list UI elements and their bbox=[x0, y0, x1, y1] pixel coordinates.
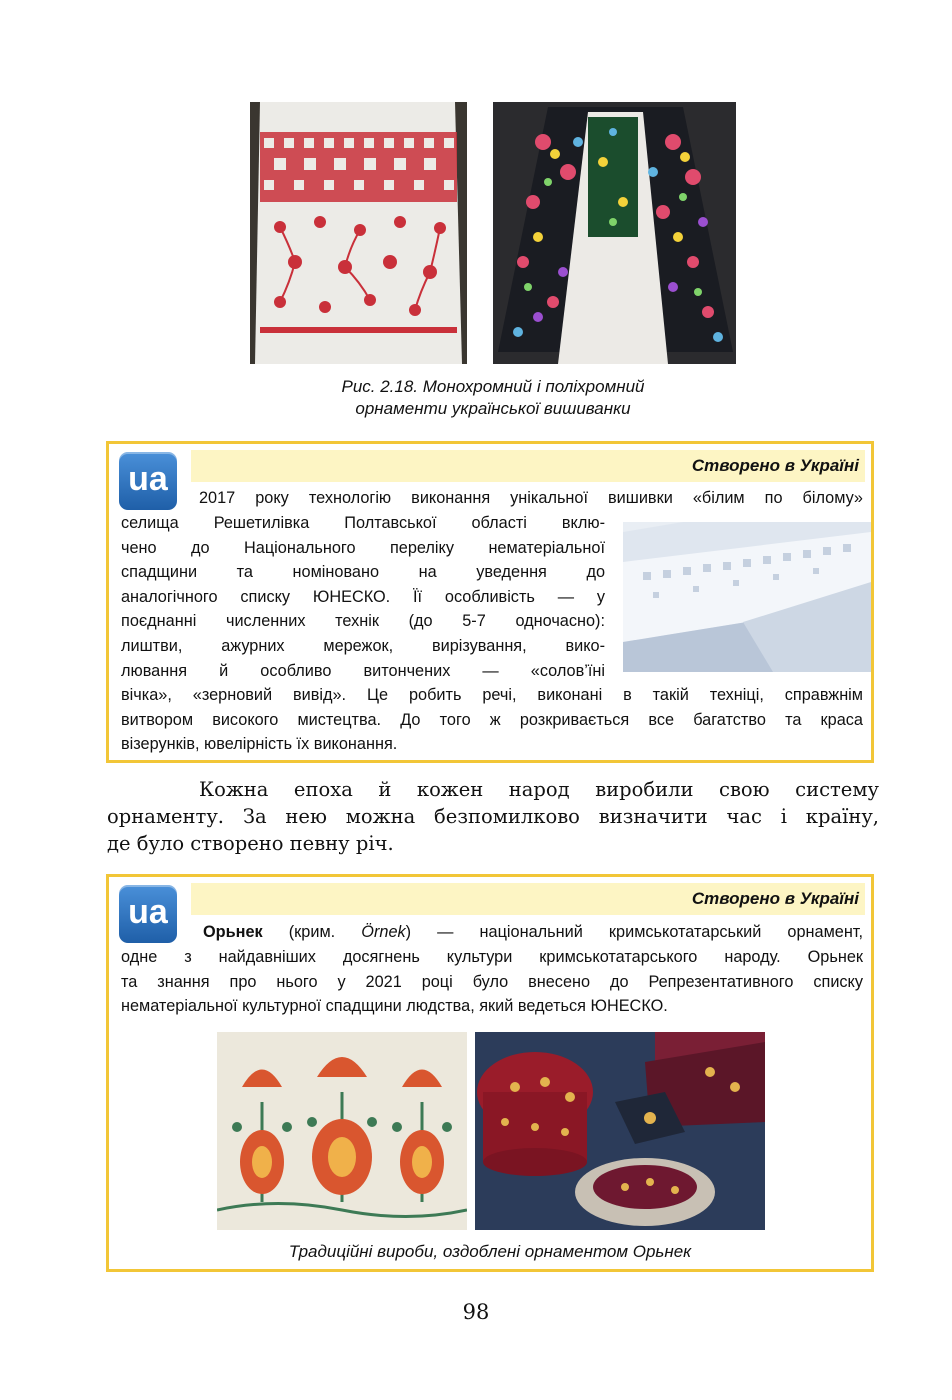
monochrome-embroidery-photo bbox=[250, 102, 467, 364]
box2-line: одне з найдавніших досягнень культури кримськотатарського народу. Орьнек bbox=[121, 948, 863, 966]
box1-line: спадщини та номіновано на уведення до bbox=[121, 563, 605, 582]
box1-line: лиштви, ажурних мережок, вирізування, вико- bbox=[121, 636, 605, 655]
white-on-white-embroidery-photo bbox=[623, 522, 871, 672]
box-header: Створено в Україні bbox=[191, 450, 865, 482]
ornek-fez-photo bbox=[475, 1032, 765, 1230]
figure-caption-line-1: Рис. 2.18. Монохромний і поліхромний bbox=[341, 377, 645, 396]
ua-logo-icon: ua bbox=[119, 452, 177, 510]
box2-line bbox=[203, 920, 863, 945]
info-box-reshetylivka bbox=[106, 441, 874, 763]
box1-line: лювання й особливо витончених — «солов’їні bbox=[121, 661, 605, 680]
ornek-term: Орьнек bbox=[203, 923, 263, 941]
box-header: Створено в Україні bbox=[191, 883, 865, 915]
ua-logo-icon: ua bbox=[119, 885, 177, 943]
box2-first-line bbox=[203, 920, 863, 945]
box1-line: селища Решетилівка Полтавської області вклю- bbox=[121, 514, 605, 532]
ornek-text-a: (крим. bbox=[262, 923, 362, 941]
polychrome-embroidery-photo bbox=[493, 102, 736, 364]
box1-full-text bbox=[121, 683, 863, 757]
paragraph-line: де було створено певну річ. bbox=[107, 832, 394, 855]
box2-caption: Традиційні вироби, оздоблені орнаментом Орьнек bbox=[288, 1242, 692, 1261]
info-box-ornek bbox=[106, 874, 874, 1272]
figure-caption-line-2: орнаменти української вишиванки bbox=[355, 399, 631, 418]
ornek-latin: Örnek bbox=[361, 923, 406, 941]
box1-line: чено до Національного переліку нематеріальної bbox=[121, 538, 605, 557]
ornek-embroidery-photo bbox=[217, 1032, 467, 1230]
figure-caption bbox=[250, 376, 736, 420]
box2-line: та знання про нього у 2021 році було внесено до Репрезентативного списку bbox=[121, 972, 863, 991]
box1-line: вічка», «зерновий вивід». Це робить речі, виконані в такій техніці, справжнім bbox=[121, 686, 863, 704]
ornek-text-b: ) — національний кримськотатарський орнамент, bbox=[405, 923, 863, 941]
paragraph-line: Кожна епоха й кожен народ виробили свою систему bbox=[199, 778, 879, 801]
page-number: 98 bbox=[462, 1300, 490, 1324]
box1-line: візерунків, ювелірність їх виконання. bbox=[121, 735, 398, 754]
main-paragraph bbox=[107, 776, 879, 857]
box1-line: поєднанні численних технік (до 5-7 одночасно): bbox=[121, 612, 605, 631]
box2-text bbox=[121, 945, 863, 1019]
box1-line: 2017 року технологію виконання унікальної вишивки «білим по білому» bbox=[199, 489, 863, 507]
box1-wrapped-text bbox=[121, 511, 605, 683]
box2-line: нематеріальної культурної спадщини людства, який ведеться ЮНЕСКО. bbox=[121, 997, 668, 1016]
box1-line: витвором високого мистецтва. До того ж розкривається все багатство та краса bbox=[121, 710, 863, 729]
paragraph-line: орнаменту. За нею можна безпомилково визначити час і країну, bbox=[107, 805, 879, 828]
box1-line: аналогічного списку ЮНЕСКО. Її особливість — у bbox=[121, 587, 605, 606]
box1-first-line bbox=[199, 486, 863, 511]
